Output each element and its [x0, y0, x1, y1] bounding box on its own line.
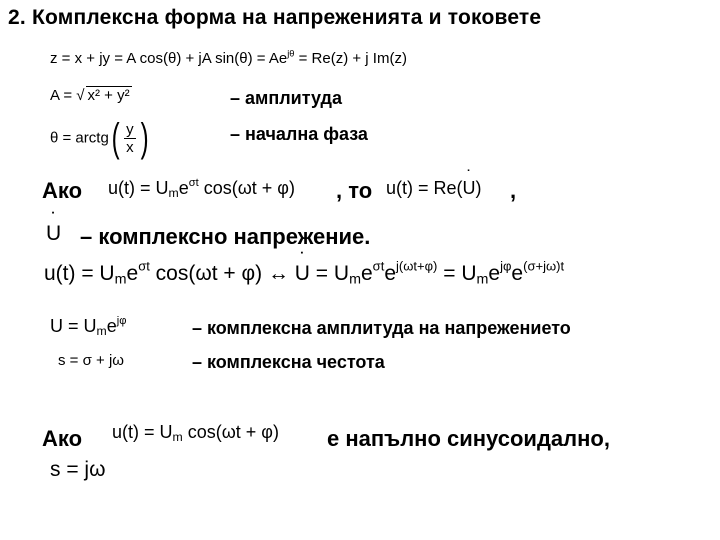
complex-amplitude-description: – комплексна амплитуда на напрежението: [192, 318, 571, 338]
amplitude-description: – амплитуда: [230, 88, 342, 108]
phasor-transform-formula: $u(t) = U_me^{\sigma t}$ cos(ωt + φ) ↔ ˙ $U = U_me^{\sigma t}e^{j(\omega t+\varphi)} = U_me^{j\varphi}e^{(\sigma+j\omega)t}$: [44, 262, 564, 286]
if-word-2: Ако: [42, 426, 83, 451]
phase-formula: θ = arctg( $\frac{y}{x}$ ): [50, 116, 149, 160]
then-word: , то: [336, 178, 373, 203]
slide-title: 2. Комплексна форма на напреженията и токовете: [8, 6, 542, 29]
if-formula-2: $u(t) = U_m$ cos(ωt + φ): [112, 422, 279, 445]
s-jomega-formula: s = jω: [50, 458, 106, 481]
z-definition-formula: z = x + jy = A cos(θ) + jA $\sin(\theta) = Ae^{j\theta} = Re(z) + j$ Im(z): [50, 48, 407, 67]
then-comma: ,: [510, 178, 517, 203]
complex-frequency-formula: s = σ + jω: [58, 352, 124, 369]
complex-amplitude-formula: $U = U_me^{j\varphi}$: [50, 314, 127, 339]
complex-voltage-symbol: ˙ U: [46, 222, 61, 246]
pure-sinusoid-description: е напълно синусоидално,: [327, 426, 610, 451]
if-word-1: Ако: [42, 178, 83, 203]
then-formula: u(t) = Re(˙ U): [386, 178, 482, 199]
amplitude-formula: A = √ x² + y²: [50, 87, 130, 104]
if-formula-1: $u(t) = U_me^{\sigma t}$ cos(ωt + φ): [108, 176, 295, 201]
phase-description: – начална фаза: [230, 124, 368, 144]
sqrt-symbol: √: [76, 87, 85, 104]
complex-frequency-description: – комплексна честота: [192, 352, 385, 372]
complex-voltage-description: – комплексно напрежение.: [80, 224, 371, 249]
